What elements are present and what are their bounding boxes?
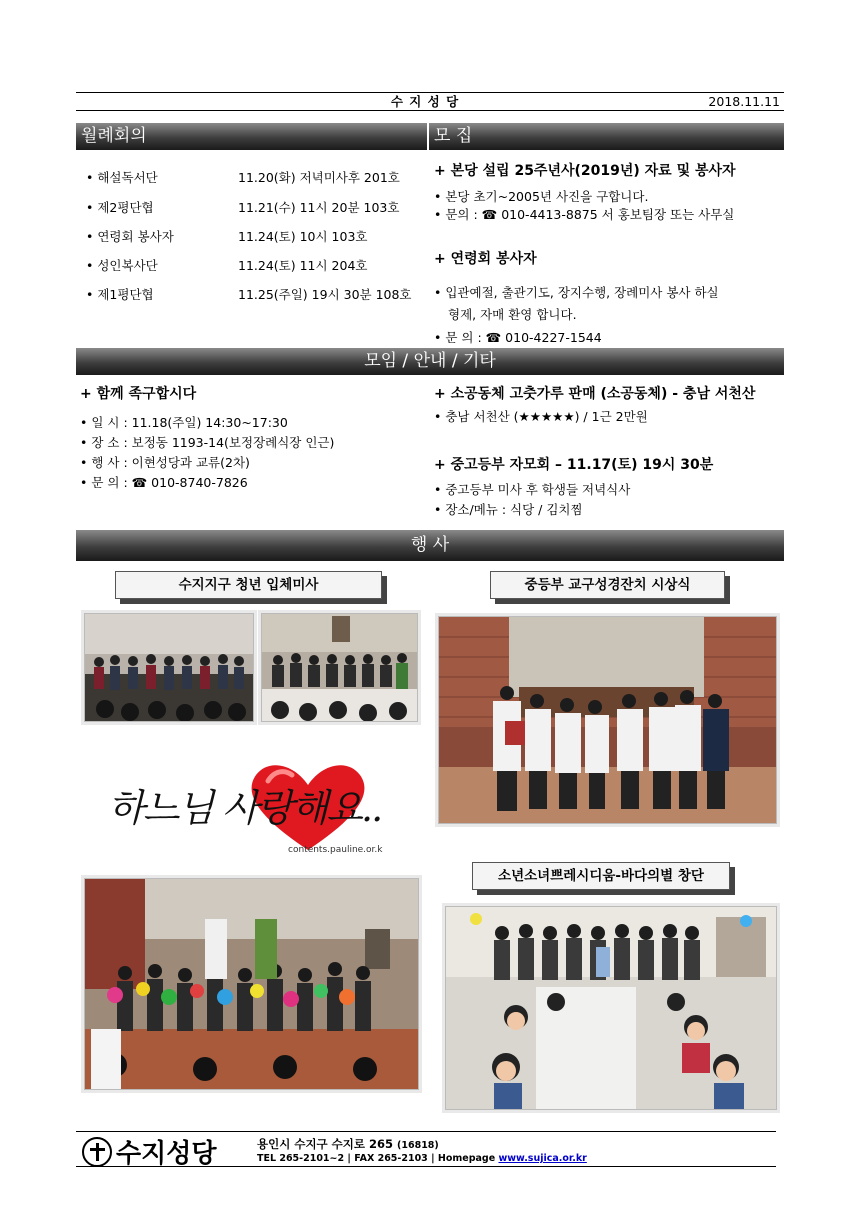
meeting-right-heading-1: + 소공동체 고춧가루 판매 (소공동체) - 충남 서천산 — [434, 386, 756, 402]
footer-zip: (16818) — [397, 1140, 439, 1151]
footer-contact — [257, 1153, 587, 1164]
photo-presidium — [445, 906, 777, 1110]
footer-address — [257, 1136, 439, 1152]
footer-church-name: 수지성당 — [116, 1139, 217, 1169]
meeting-right-line: • 중고등부 미사 후 학생들 저녁식사 — [434, 482, 631, 497]
meeting-right-heading-2: + 중고등부 자모회 – 11.17(토) 19시 30분 — [434, 457, 714, 473]
recruit-line: 형제, 자매 환영 합니다. — [448, 307, 577, 322]
church-cross-icon — [82, 1137, 112, 1167]
monthly-item-detail: 11.24(토) 11시 204호 — [238, 258, 368, 273]
photo-bible-contest — [438, 616, 777, 824]
footer-rule-bottom — [76, 1166, 776, 1167]
page-title: 수 지 성 당 — [390, 94, 460, 109]
footer-homepage-link[interactable]: www.sujica.or.kr — [498, 1153, 587, 1164]
monthly-item-name: • 연령회 봉사자 — [86, 229, 174, 244]
meeting-left-heading: + 함께 족구합시다 — [80, 386, 197, 402]
caption-presidium: 소년소녀쁘레시디움-바다의별 창단 — [472, 862, 730, 890]
footer-rule-top — [76, 1131, 776, 1132]
monthly-item-name: • 제2평단협 — [86, 200, 154, 215]
meeting-right-line: • 장소/메뉴 : 식당 / 김치찜 — [434, 502, 583, 517]
meeting-left-line: • 일 시 : 11.18(주일) 14:30~17:30 — [80, 415, 288, 430]
recruit-band: 모 집 — [429, 123, 784, 150]
meeting-left-line: • 행 사 : 이현성당과 교류(2차) — [80, 455, 250, 470]
monthly-item-name: • 해설독서단 — [86, 170, 158, 185]
meeting-band: 모임 / 안내 / 기타 — [76, 348, 784, 375]
header-rule-bottom — [76, 110, 784, 111]
meeting-right-line: • 충남 서천산 (★★★★★) / 1근 2만원 — [434, 409, 648, 424]
photo-youth-mass-1 — [84, 613, 254, 722]
caption-bible-contest: 중등부 교구성경잔치 시상식 — [490, 571, 725, 599]
monthly-band: 월례회의 — [76, 123, 427, 150]
events-band: 행 사 — [76, 530, 784, 561]
recruit-line: • 문 의 : ☎ 010-4227-1544 — [434, 330, 602, 345]
logo-credit: contents.pauline.or.k — [288, 845, 383, 855]
monthly-item-detail: 11.21(수) 11시 20분 103호 — [238, 200, 400, 215]
issue-date: 2018.11.11 — [708, 94, 780, 109]
photo-balloon-mass — [84, 878, 419, 1090]
logo-god-love — [108, 755, 383, 860]
footer-contact-text: TEL 265-2101~2 | FAX 265-2103 | Homepage — [257, 1153, 496, 1164]
monthly-item-detail: 11.24(토) 10시 103호 — [238, 229, 368, 244]
recruit-heading-1: + 본당 설립 25주년사(2019년) 자료 및 봉사자 — [434, 163, 736, 179]
monthly-item-name: • 제1평단협 — [86, 287, 154, 302]
recruit-line: • 본당 초기~2005년 사진을 구합니다. — [434, 189, 649, 204]
monthly-item-detail: 11.20(화) 저녁미사후 201호 — [238, 170, 400, 185]
caption-youth-mass: 수지지구 청년 입체미사 — [115, 571, 382, 599]
monthly-item-name: • 성인복사단 — [86, 258, 158, 273]
photo-youth-mass-2 — [261, 613, 418, 722]
logo-text: 하느님 사랑해요.. — [108, 786, 382, 830]
meeting-left-line: • 장 소 : 보정동 1193-14(보정장례식장 인근) — [80, 435, 335, 450]
monthly-item-detail: 11.25(주일) 19시 30분 108호 — [238, 287, 412, 302]
footer-address-text: 용인시 수지구 수지로 265 — [257, 1137, 393, 1151]
recruit-line: • 문의 : ☎ 010-4413-8875 서 홍보팀장 또는 사무실 — [434, 207, 735, 222]
meeting-left-line: • 문 의 : ☎ 010-8740-7826 — [80, 475, 248, 490]
recruit-line: • 입관예절, 출관기도, 장지수행, 장례미사 봉사 하실 — [434, 285, 719, 300]
recruit-heading-2: + 연령회 봉사자 — [434, 251, 537, 267]
